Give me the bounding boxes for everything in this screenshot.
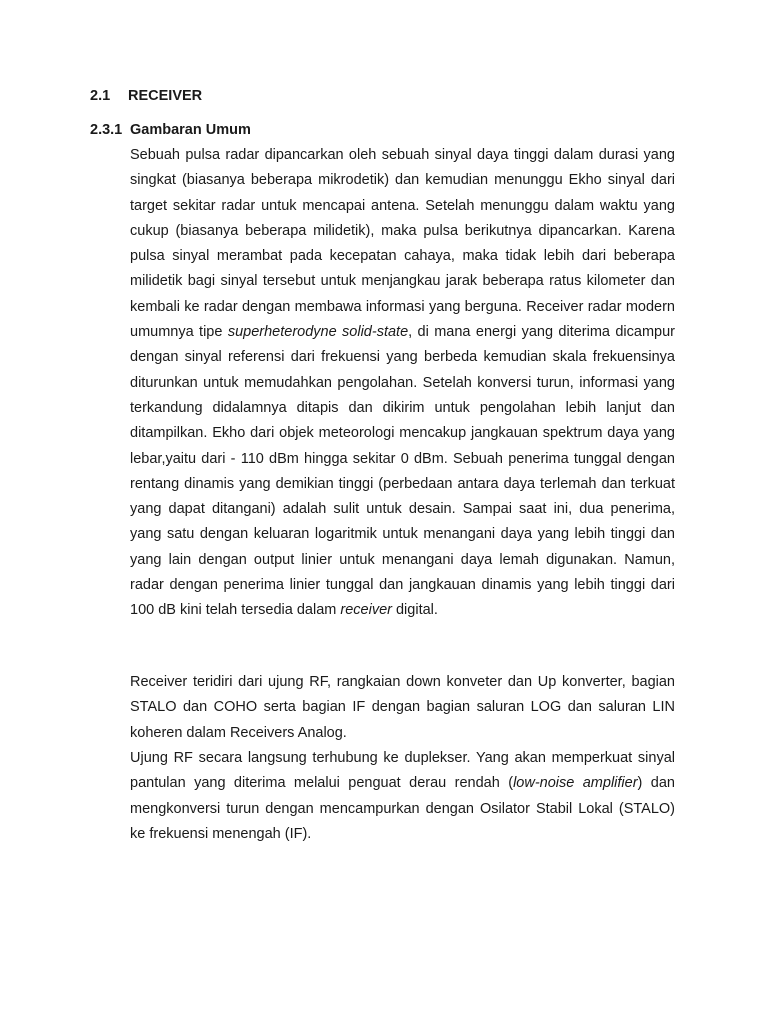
paragraph-text: Ujung RF secara langsung terhubung ke duplekser. Yang akan memperkuat sinyal pantulan yang diterima melalui penguat derau rendah ( — [130, 750, 675, 792]
section-number: 2.1 — [90, 88, 111, 104]
paragraph-italic-term: receiver — [340, 602, 392, 619]
section-heading — [90, 86, 202, 106]
paragraph-text: Receiver teridiri dari ujung RF, rangkaian down konveter dan Up konverter, bagian STALO dan COHO serta bagian IF dengan bagian saluran LOG dan saluran LIN koheren dalam Receivers Analog. — [130, 674, 675, 741]
paragraph-receiver-parts — [130, 670, 675, 746]
paragraph-text: digital. — [391, 602, 438, 619]
section-title: RECEIVER — [128, 88, 203, 104]
paragraph-text: Sebuah pulsa radar dipancarkan oleh sebuah sinyal daya tinggi dalam durasi yang singkat (biasanya beberapa mikrodetik) dan kemudian menunggu Ekho sinyal dari target sekitar radar untuk mencapai antena. Setelah menunggu dalam waktu yang cukup (biasanya beberapa milidetik), maka pulsa berikutnya dipancarkan. Karena pulsa sinyal merambat pada kecepatan cahaya, maka tidak lebih dari beberapa milidetik bagi sinyal tersebut untuk menjangkau jarak beberapa ratus kilometer dan kembali ke radar dengan membawa informasi yang berguna. Receiver radar modern umumnya tipe — [130, 147, 675, 341]
subsection-number: 2.3.1 — [90, 122, 123, 138]
subsection-heading — [90, 120, 251, 140]
paragraph-italic-term: superheterodyne solid-state — [227, 324, 409, 341]
paragraph-text: ) dan mengkonversi turun dengan mencampurkan dengan Osilator Stabil Lokal (STALO) ke frekuensi menengah (IF). — [130, 775, 675, 842]
subsection-title: Gambaran Umum — [130, 122, 251, 138]
paragraph-text: , di mana energi yang diterima dicampur dengan sinyal referensi dari frekuensi yang berbeda kemudian skala frekuensinya diturunkan untuk memudahkan pengolahan. Setelah konversi turun, informasi yang terkandung didalamnya ditapis dan dikirim untuk pengolahan lebih lanjut dan ditampilkan. Ekho dari objek meteorologi mencakup jangkauan spektrum daya yang lebar,yaitu dari - 110 dBm hingga sekitar 0 dBm. Sebuah penerima tunggal dengan rentang dinamis yang demikian tinggi (perbedaan antara daya terlemah dan terkuat yang dapat ditangani) adalah sulit untuk desain. Sampai saat ini, dua penerima, yang satu dengan keluaran logaritmik untuk menangani daya yang lebih tinggi dan yang lain dengan output linier untuk menangani daya lemah digunakan. Namun, radar dengan penerima linier tunggal dan jangkauan dinamis yang lebih tinggi dari 100 dB kini telah tersedia dalam — [130, 324, 675, 619]
paragraph-rf-end — [130, 746, 675, 847]
paragraph-overview — [130, 143, 675, 624]
paragraph-italic-term: low-noise amplifier — [513, 775, 638, 792]
